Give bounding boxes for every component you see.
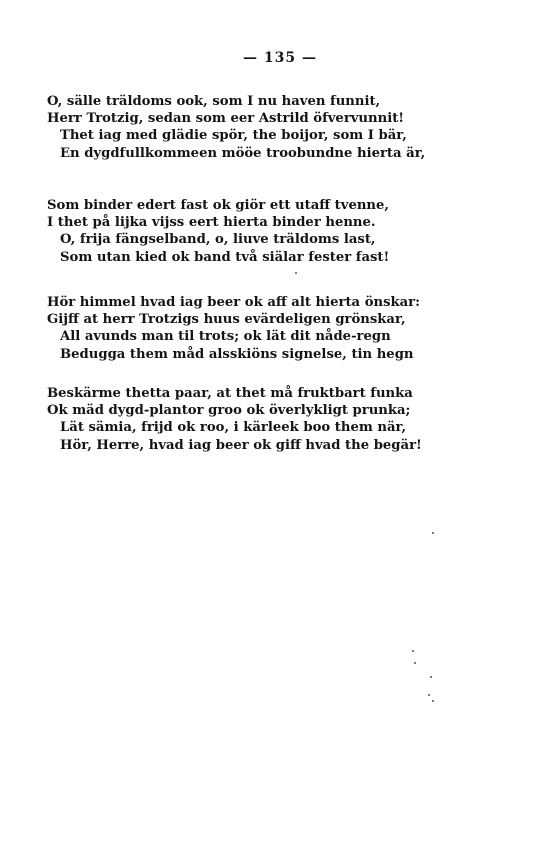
page-number: — 135 —	[243, 50, 317, 66]
print-speck	[412, 650, 414, 652]
verse-line: En dygdfullkommeen mööe troobundne hierta är,	[60, 145, 426, 161]
verse-line: Thet iag med glädie spör, the boijor, som I bär,	[60, 128, 407, 144]
verse-line: Som utan kied ok band två siälar fester fast!	[60, 249, 390, 265]
print-speck	[432, 700, 434, 702]
verse-line: Beskärme thetta paar, at thet må fruktbart funka	[47, 386, 413, 401]
print-speck	[414, 662, 416, 664]
stanza-4	[47, 385, 467, 454]
stanza-2	[47, 197, 467, 266]
print-speck	[430, 676, 432, 678]
verse-line: Bedugga them måd alsskiöns signelse, tin hegn	[60, 346, 414, 362]
verse-line: Hör himmel hvad iag beer ok aff alt hierta önskar:	[47, 295, 420, 310]
stanza-1	[47, 93, 467, 162]
print-speck	[428, 694, 430, 696]
verse-line: O, frija fängselband, o, liuve träldoms last,	[60, 232, 376, 248]
verse-line: Ok mäd dygd-plantor groo ok överlykligt prunka;	[47, 403, 411, 419]
verse-line: O, sälle träldoms ook, som I nu haven funnit,	[47, 94, 381, 109]
print-speck	[295, 272, 297, 274]
stanza-3	[47, 294, 467, 363]
verse-line: Gijff at herr Trotzigs huus evärdeligen grönskar,	[47, 312, 406, 328]
verse-line: Lät sämia, frijd ok roo, i kärleek boo them när,	[60, 420, 407, 436]
verse-line: I thet på lijka vijss eert hierta binder henne.	[47, 215, 376, 231]
verse-line: Hör, Herre, hvad iag beer ok giff hvad the begär!	[60, 437, 422, 453]
verse-line: All avunds man til trots; ok lät dit nåde-regn	[60, 329, 391, 345]
print-speck	[432, 532, 434, 534]
verse-line: Herr Trotzig, sedan som eer Astrild öfvervunnit!	[47, 111, 405, 127]
verse-line: Som binder edert fast ok giör ett utaff tvenne,	[47, 198, 389, 213]
